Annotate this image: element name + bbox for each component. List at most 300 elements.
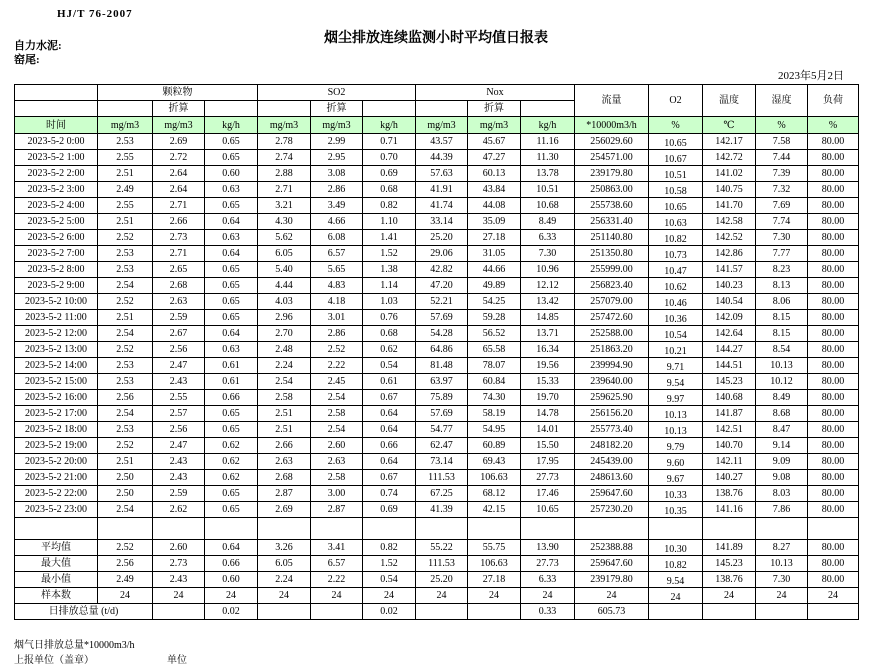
col-header-flow: 流量: [575, 85, 649, 117]
time-cell: 2023-5-2 5:00: [15, 214, 98, 230]
standard-code: HJ/T 76-2007: [57, 8, 133, 20]
value-cell: 4.30: [258, 214, 311, 230]
value-cell: 2.87: [311, 502, 363, 518]
value-cell: 74.30: [468, 390, 521, 406]
summary-value: 0.66: [205, 556, 258, 572]
value-cell: 10.46: [649, 294, 703, 310]
value-cell: 43.84: [468, 182, 521, 198]
value-cell: 80.00: [808, 262, 859, 278]
value-cell: 81.48: [416, 358, 468, 374]
value-cell: 2.63: [258, 454, 311, 470]
summary-label: 平均值: [15, 540, 98, 556]
value-cell: 8.03: [756, 486, 808, 502]
time-cell: 2023-5-2 10:00: [15, 294, 98, 310]
value-cell: 7.30: [521, 246, 575, 262]
summary-value: 6.33: [521, 572, 575, 588]
value-cell: 2.87: [258, 486, 311, 502]
value-cell: 142.11: [703, 454, 756, 470]
daily-total-cell: 605.73: [575, 604, 649, 620]
summary-value: 2.49: [98, 572, 153, 588]
value-cell: 2.54: [311, 390, 363, 406]
summary-value: 24: [575, 588, 649, 604]
value-cell: 4.44: [258, 278, 311, 294]
summary-value: 1.52: [363, 556, 416, 572]
value-cell: 140.68: [703, 390, 756, 406]
value-cell: 8.49: [756, 390, 808, 406]
value-cell: 2.55: [153, 390, 205, 406]
summary-value: 2.22: [311, 572, 363, 588]
value-cell: 42.82: [416, 262, 468, 278]
table-row: [15, 150, 859, 166]
value-cell: 0.67: [363, 470, 416, 486]
value-cell: 17.46: [521, 486, 575, 502]
value-cell: 0.65: [205, 150, 258, 166]
value-cell: 10.12: [756, 374, 808, 390]
value-cell: 80.00: [808, 486, 859, 502]
value-cell: 44.08: [468, 198, 521, 214]
summary-value: 24: [258, 588, 311, 604]
value-cell: 80.00: [808, 454, 859, 470]
value-cell: 0.71: [363, 134, 416, 150]
empty-cell: [15, 518, 98, 540]
value-cell: 14.78: [521, 406, 575, 422]
value-cell: 54.28: [416, 326, 468, 342]
value-cell: 80.00: [808, 310, 859, 326]
value-cell: 2.56: [153, 342, 205, 358]
value-cell: 2.66: [258, 438, 311, 454]
value-cell: 68.12: [468, 486, 521, 502]
value-cell: 60.84: [468, 374, 521, 390]
value-cell: 6.33: [521, 230, 575, 246]
value-cell: 7.32: [756, 182, 808, 198]
value-cell: 19.56: [521, 358, 575, 374]
value-cell: 255773.40: [575, 422, 649, 438]
value-cell: 10.13: [649, 406, 703, 422]
nox-raw-blank: [416, 101, 468, 117]
daily-total-cell: [703, 604, 756, 620]
value-cell: 7.58: [756, 134, 808, 150]
value-cell: 80.00: [808, 134, 859, 150]
value-cell: 44.66: [468, 262, 521, 278]
summary-value: 239179.80: [575, 572, 649, 588]
value-cell: 2.99: [311, 134, 363, 150]
value-cell: 2.55: [98, 198, 153, 214]
summary-row: [15, 540, 859, 556]
value-cell: 2.96: [258, 310, 311, 326]
value-cell: 2.69: [258, 502, 311, 518]
time-cell: 2023-5-2 4:00: [15, 198, 98, 214]
summary-value: 24: [205, 588, 258, 604]
daily-total-cell: 0.02: [205, 604, 258, 620]
value-cell: 80.00: [808, 150, 859, 166]
value-cell: 257230.20: [575, 502, 649, 518]
value-cell: 7.39: [756, 166, 808, 182]
time-cell: 2023-5-2 21:00: [15, 470, 98, 486]
value-cell: 2.51: [98, 454, 153, 470]
value-cell: 45.67: [468, 134, 521, 150]
value-cell: 255738.60: [575, 198, 649, 214]
value-cell: 54.25: [468, 294, 521, 310]
site-label: 窑尾:: [14, 54, 40, 66]
value-cell: 10.82: [649, 230, 703, 246]
value-cell: 59.28: [468, 310, 521, 326]
value-cell: 10.35: [649, 502, 703, 518]
group-header-so2: SO2: [258, 85, 416, 101]
table-row: [15, 422, 859, 438]
summary-value: 8.27: [756, 540, 808, 556]
value-cell: 0.60: [205, 166, 258, 182]
value-cell: 10.13: [649, 422, 703, 438]
summary-value: 2.73: [153, 556, 205, 572]
nox-converted-label: 折算: [468, 101, 521, 117]
value-cell: 2.49: [98, 182, 153, 198]
gas-total-note: 烟气日排放总量*10000m3/h: [14, 640, 135, 651]
unit-cell: mg/m3: [311, 117, 363, 134]
value-cell: 0.65: [205, 422, 258, 438]
value-cell: 80.00: [808, 294, 859, 310]
summary-value: 10.13: [756, 556, 808, 572]
value-cell: 10.58: [649, 182, 703, 198]
value-cell: 250863.00: [575, 182, 649, 198]
daily-total-cell: [808, 604, 859, 620]
time-cell: 2023-5-2 22:00: [15, 486, 98, 502]
summary-value: 2.52: [98, 540, 153, 556]
daily-total-cell: [311, 604, 363, 620]
unit-cell: kg/h: [205, 117, 258, 134]
value-cell: 251350.80: [575, 246, 649, 262]
value-cell: 9.67: [649, 470, 703, 486]
empty-cell: [98, 518, 153, 540]
value-cell: 2.59: [153, 310, 205, 326]
table-row: [15, 326, 859, 342]
value-cell: 2.53: [98, 134, 153, 150]
summary-value: 9.54: [649, 572, 703, 588]
value-cell: 80.00: [808, 438, 859, 454]
time-cell: 2023-5-2 13:00: [15, 342, 98, 358]
unit-cell: mg/m3: [153, 117, 205, 134]
value-cell: 2.78: [258, 134, 311, 150]
unit-cell: %: [808, 117, 859, 134]
summary-value: 24: [311, 588, 363, 604]
time-cell: 2023-5-2 8:00: [15, 262, 98, 278]
value-cell: 11.16: [521, 134, 575, 150]
summary-label: 最大值: [15, 556, 98, 572]
summary-value: 24: [416, 588, 468, 604]
summary-value: 24: [153, 588, 205, 604]
summary-row: [15, 556, 859, 572]
value-cell: 10.73: [649, 246, 703, 262]
value-cell: 14.01: [521, 422, 575, 438]
daily-total-cell: 0.02: [363, 604, 416, 620]
value-cell: 10.54: [649, 326, 703, 342]
value-cell: 2.52: [98, 342, 153, 358]
unit-cell: %: [756, 117, 808, 134]
page-title: 烟尘排放连续监测小时平均值日报表: [324, 31, 548, 46]
table-body: [15, 134, 859, 620]
summary-value: 25.20: [416, 572, 468, 588]
value-cell: 259625.90: [575, 390, 649, 406]
value-cell: 43.57: [416, 134, 468, 150]
value-cell: 0.54: [363, 358, 416, 374]
empty-cell: [311, 518, 363, 540]
table-row: [15, 246, 859, 262]
value-cell: 2.63: [153, 294, 205, 310]
value-cell: 41.39: [416, 502, 468, 518]
value-cell: 248182.20: [575, 438, 649, 454]
value-cell: 245439.00: [575, 454, 649, 470]
value-cell: 7.44: [756, 150, 808, 166]
time-cell: 2023-5-2 1:00: [15, 150, 98, 166]
header-row-groups: [15, 85, 859, 101]
value-cell: 248613.60: [575, 470, 649, 486]
value-cell: 49.89: [468, 278, 521, 294]
value-cell: 78.07: [468, 358, 521, 374]
summary-value: 2.24: [258, 572, 311, 588]
value-cell: 2.62: [153, 502, 205, 518]
value-cell: 2.48: [258, 342, 311, 358]
value-cell: 252588.00: [575, 326, 649, 342]
value-cell: 2.56: [98, 390, 153, 406]
monitoring-table: [14, 84, 859, 620]
value-cell: 141.70: [703, 198, 756, 214]
value-cell: 2.54: [98, 502, 153, 518]
value-cell: 2.51: [98, 214, 153, 230]
value-cell: 8.23: [756, 262, 808, 278]
value-cell: 80.00: [808, 470, 859, 486]
value-cell: 54.95: [468, 422, 521, 438]
value-cell: 4.83: [311, 278, 363, 294]
table-row: [15, 406, 859, 422]
summary-value: 10.82: [649, 556, 703, 572]
value-cell: 2.70: [258, 326, 311, 342]
pm-kgh-blank: [205, 101, 258, 117]
value-cell: 14.85: [521, 310, 575, 326]
summary-value: 27.18: [468, 572, 521, 588]
value-cell: 80.00: [808, 166, 859, 182]
unit-cell: %: [649, 117, 703, 134]
value-cell: 80.00: [808, 198, 859, 214]
time-cell: 2023-5-2 6:00: [15, 230, 98, 246]
value-cell: 2.88: [258, 166, 311, 182]
value-cell: 144.27: [703, 342, 756, 358]
value-cell: 9.08: [756, 470, 808, 486]
col-header-load: 负荷: [808, 85, 859, 117]
value-cell: 2.65: [153, 262, 205, 278]
units-row: [15, 117, 859, 134]
table-row: [15, 294, 859, 310]
value-cell: 2.54: [258, 374, 311, 390]
value-cell: 52.21: [416, 294, 468, 310]
value-cell: 2.43: [153, 454, 205, 470]
value-cell: 2.47: [153, 438, 205, 454]
time-cell: 2023-5-2 20:00: [15, 454, 98, 470]
value-cell: 251140.80: [575, 230, 649, 246]
col-header-temp: 温度: [703, 85, 756, 117]
empty-cell: [205, 518, 258, 540]
time-cell: 2023-5-2 7:00: [15, 246, 98, 262]
value-cell: 2.64: [153, 182, 205, 198]
table-row: [15, 166, 859, 182]
value-cell: 6.05: [258, 246, 311, 262]
empty-cell: [258, 518, 311, 540]
value-cell: 2.54: [98, 406, 153, 422]
unit-cell: mg/m3: [416, 117, 468, 134]
empty-cell: [363, 518, 416, 540]
summary-value: 6.57: [311, 556, 363, 572]
value-cell: 0.65: [205, 406, 258, 422]
value-cell: 3.21: [258, 198, 311, 214]
table-row: [15, 230, 859, 246]
value-cell: 9.79: [649, 438, 703, 454]
value-cell: 0.65: [205, 198, 258, 214]
empty-cell: [416, 518, 468, 540]
value-cell: 0.61: [363, 374, 416, 390]
summary-value: 55.75: [468, 540, 521, 556]
value-cell: 2.58: [311, 470, 363, 486]
value-cell: 80.00: [808, 326, 859, 342]
nox-kgh-blank: [521, 101, 575, 117]
table-row: [15, 358, 859, 374]
value-cell: 257472.60: [575, 310, 649, 326]
table-row: [15, 214, 859, 230]
value-cell: 7.69: [756, 198, 808, 214]
value-cell: 12.12: [521, 278, 575, 294]
value-cell: 47.27: [468, 150, 521, 166]
value-cell: 2.53: [98, 422, 153, 438]
so2-raw-blank: [258, 101, 311, 117]
value-cell: 140.23: [703, 278, 756, 294]
value-cell: 10.51: [521, 182, 575, 198]
value-cell: 10.62: [649, 278, 703, 294]
value-cell: 10.63: [649, 214, 703, 230]
so2-converted-label: 折算: [311, 101, 363, 117]
value-cell: 140.75: [703, 182, 756, 198]
daily-total-label: 日排放总量 (t/d): [15, 604, 153, 620]
value-cell: 0.64: [363, 422, 416, 438]
empty-cell: [756, 518, 808, 540]
value-cell: 2.68: [153, 278, 205, 294]
value-cell: 60.13: [468, 166, 521, 182]
report-unit-label: 上报单位（盖章）: [14, 655, 94, 666]
value-cell: 2.56: [153, 422, 205, 438]
value-cell: 13.71: [521, 326, 575, 342]
value-cell: 10.47: [649, 262, 703, 278]
value-cell: 251863.20: [575, 342, 649, 358]
value-cell: 4.03: [258, 294, 311, 310]
table-row: [15, 342, 859, 358]
value-cell: 0.61: [205, 358, 258, 374]
value-cell: 2.59: [153, 486, 205, 502]
value-cell: 8.54: [756, 342, 808, 358]
time-cell: 2023-5-2 15:00: [15, 374, 98, 390]
unit-cell: kg/h: [363, 117, 416, 134]
value-cell: 2.52: [98, 438, 153, 454]
value-cell: 111.53: [416, 470, 468, 486]
value-cell: 3.01: [311, 310, 363, 326]
value-cell: 10.65: [521, 502, 575, 518]
value-cell: 2.50: [98, 470, 153, 486]
value-cell: 35.09: [468, 214, 521, 230]
value-cell: 2.51: [98, 310, 153, 326]
value-cell: 80.00: [808, 278, 859, 294]
summary-value: 24: [756, 588, 808, 604]
value-cell: 41.74: [416, 198, 468, 214]
summary-value: 0.60: [205, 572, 258, 588]
value-cell: 1.03: [363, 294, 416, 310]
table-row: [15, 470, 859, 486]
value-cell: 27.18: [468, 230, 521, 246]
value-cell: 141.87: [703, 406, 756, 422]
summary-value: 138.76: [703, 572, 756, 588]
value-cell: 256029.60: [575, 134, 649, 150]
value-cell: 2.43: [153, 470, 205, 486]
value-cell: 80.00: [808, 182, 859, 198]
value-cell: 0.62: [205, 470, 258, 486]
value-cell: 54.77: [416, 422, 468, 438]
value-cell: 5.65: [311, 262, 363, 278]
time-column-header: 时间: [15, 117, 98, 134]
value-cell: 0.65: [205, 134, 258, 150]
value-cell: 0.61: [205, 374, 258, 390]
summary-label: 样本数: [15, 588, 98, 604]
value-cell: 0.64: [205, 326, 258, 342]
summary-value: 10.30: [649, 540, 703, 556]
value-cell: 13.78: [521, 166, 575, 182]
value-cell: 60.89: [468, 438, 521, 454]
value-cell: 62.47: [416, 438, 468, 454]
value-cell: 80.00: [808, 214, 859, 230]
col-header-o2: O2: [649, 85, 703, 117]
value-cell: 0.62: [363, 342, 416, 358]
pm-converted-label: 折算: [153, 101, 205, 117]
summary-value: 7.30: [756, 572, 808, 588]
value-cell: 67.25: [416, 486, 468, 502]
value-cell: 10.33: [649, 486, 703, 502]
report-date: 2023年5月2日: [778, 70, 844, 82]
value-cell: 1.52: [363, 246, 416, 262]
group-header-nox: Nox: [416, 85, 575, 101]
value-cell: 0.69: [363, 502, 416, 518]
company-label: 自力水泥:: [14, 40, 62, 52]
value-cell: 2.24: [258, 358, 311, 374]
value-cell: 2.67: [153, 326, 205, 342]
value-cell: 0.62: [205, 438, 258, 454]
value-cell: 10.68: [521, 198, 575, 214]
value-cell: 0.64: [363, 406, 416, 422]
empty-cell: [703, 518, 756, 540]
time-cell: 2023-5-2 23:00: [15, 502, 98, 518]
value-cell: 141.16: [703, 502, 756, 518]
value-cell: 31.05: [468, 246, 521, 262]
summary-value: 80.00: [808, 572, 859, 588]
time-cell: 2023-5-2 16:00: [15, 390, 98, 406]
summary-label: 最小值: [15, 572, 98, 588]
value-cell: 2.66: [153, 214, 205, 230]
summary-row: [15, 588, 859, 604]
value-cell: 0.76: [363, 310, 416, 326]
value-cell: 64.86: [416, 342, 468, 358]
value-cell: 142.72: [703, 150, 756, 166]
value-cell: 142.52: [703, 230, 756, 246]
value-cell: 239994.90: [575, 358, 649, 374]
value-cell: 140.27: [703, 470, 756, 486]
value-cell: 0.70: [363, 150, 416, 166]
value-cell: 142.58: [703, 214, 756, 230]
value-cell: 56.52: [468, 326, 521, 342]
value-cell: 2.54: [311, 422, 363, 438]
table-row: [15, 374, 859, 390]
value-cell: 2.51: [258, 406, 311, 422]
